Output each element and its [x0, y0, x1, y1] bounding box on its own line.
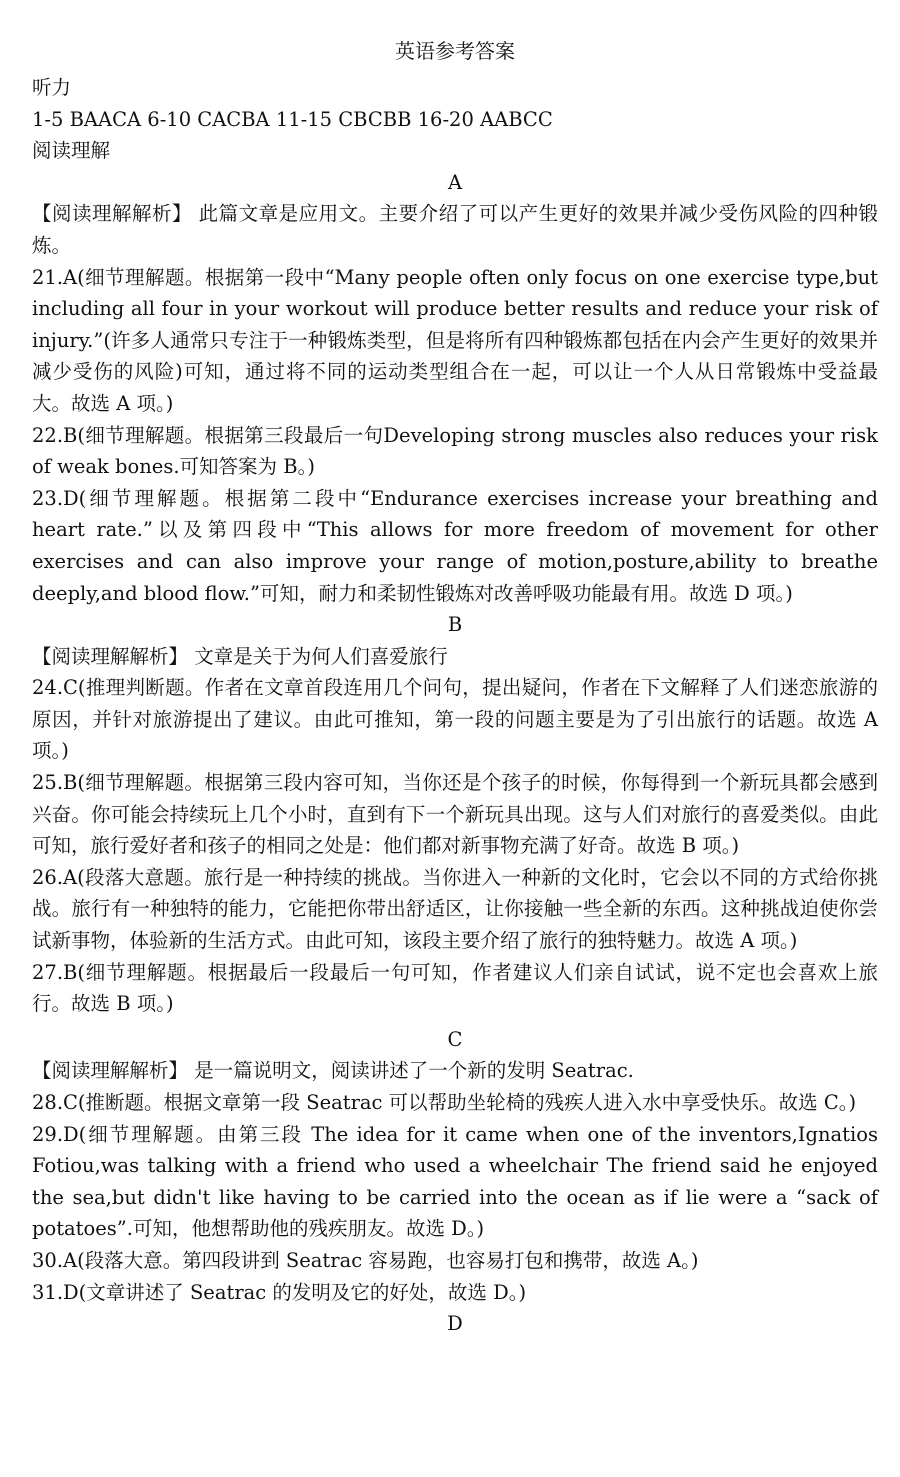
listening-heading: 听力 — [32, 76, 72, 99]
reading-heading: 阅读理解 — [32, 139, 111, 163]
section-b-analysis: 【阅读理解解析】 文章是关于为何人们喜爱旅行 — [32, 644, 448, 668]
listening-answers: 1-5 BAACA 6-10 CACBA 11-15 CBCBB 16-20 AABCC — [32, 107, 553, 131]
section-letter-b: B — [447, 613, 463, 637]
answer-item: 30.A(段落大意。第四段讲到 Seatrac 容易跑，也容易打包和携带，故选 A。) — [32, 1248, 699, 1272]
answer-item: 25.B(细节理解题。根据第三段内容可知，当你还是个孩子的时候，你每得到一个新玩具都会感到兴奋。你可能会持续玩上几个小时，直到有下一个新玩具出现。这与人们对旅行的喜爱类似。由此可知，旅行爱好者和孩子的相同之处是：他们都对新事物充满了好奇。故选 B 项。) — [32, 771, 878, 858]
answer-item: 29.D(细节理解题。由第三段 The idea for it came when one of the inventors,Ignatios Fotiou,was talking with a friend who used a wheelchair The friend said he enjoyed the sea,but didn't like having to be carried into the ocean as if lie were a “sack of potatoes”.可知，他想帮助他的残疾朋友。故选 D。) — [32, 1122, 878, 1241]
answer-item: 26.A(段落大意题。旅行是一种持续的挑战。当你进入一种新的文化时，它会以不同的方式给你挑战。旅行有一种独特的能力，它能把你带出舒适区，让你接触一些全新的东西。这种挑战迫使你尝试新事物，体验新的生活方式。由此可知，该段主要介绍了旅行的独特魅力。故选 A 项。) — [32, 865, 878, 953]
answer-sheet — [32, 36, 878, 1340]
answer-item: 21.A(细节理解题。根据第一段中“Many people often only focus on one exercise type,but including all four in your workout will produce better results and reduce your risk of injury.”(许多人通常只专注于一种锻炼类型，但是将所有四种锻炼都包括在内会产生更好的效果并减少受伤的风险)可知，通过将不同的运动类型组合在一起，可以让一个人从日常锻炼中受益最大。故选 A 项。) — [32, 265, 878, 415]
answer-item: 27.B(细节理解题。根据最后一段最后一句可知，作者建议人们亲自试试，说不定也会喜欢上旅行。故选 B 项。) — [32, 960, 878, 1016]
section-a-analysis: 【阅读理解解析】 此篇文章是应用文。主要介绍了可以产生更好的效果并减少受伤风险的四种锻炼。 — [32, 202, 878, 257]
answer-item: 24.C(推理判断题。作者在文章首段连用几个问句，提出疑问，作者在下文解释了人们迷恋旅游的原因，并针对旅游提出了建议。由此可推知，第一段的问题主要是为了引出旅行的话题。故选 A 项。) — [32, 676, 878, 763]
page-title: 英语参考答案 — [395, 39, 515, 63]
answer-item: 28.C(推断题。根据文章第一段 Seatrac 可以帮助坐轮椅的残疾人进入水中享受快乐。故选 C。) — [32, 1091, 857, 1114]
answer-item: 31.D(文章讲述了 Seatrac 的发明及它的好处，故选 D。) — [32, 1280, 527, 1304]
section-letter-a: A — [447, 170, 463, 194]
answer-item: 23.D(细节理解题。根据第二段中“Endurance exercises increase your breathing and heart rate.”以及第四段中“This allows for more freedom of movement for other exercises and can also improve your range of motion,posture,ability to breathe deeply,and blood flow.”可知，耐力和柔韧性锻炼对改善呼吸功能最有用。故选 D 项。) — [32, 486, 878, 605]
section-c-analysis: 【阅读理解解析】 是一篇说明文，阅读讲述了一个新的发明 Seatrac. — [32, 1059, 634, 1083]
section-letter-c: C — [447, 1027, 463, 1051]
section-letter-d: D — [447, 1312, 463, 1336]
answer-item: 22.B(细节理解题。根据第三段最后一句Developing strong muscles also reduces your risk of weak bones.可知答案为 B。) — [32, 423, 878, 479]
